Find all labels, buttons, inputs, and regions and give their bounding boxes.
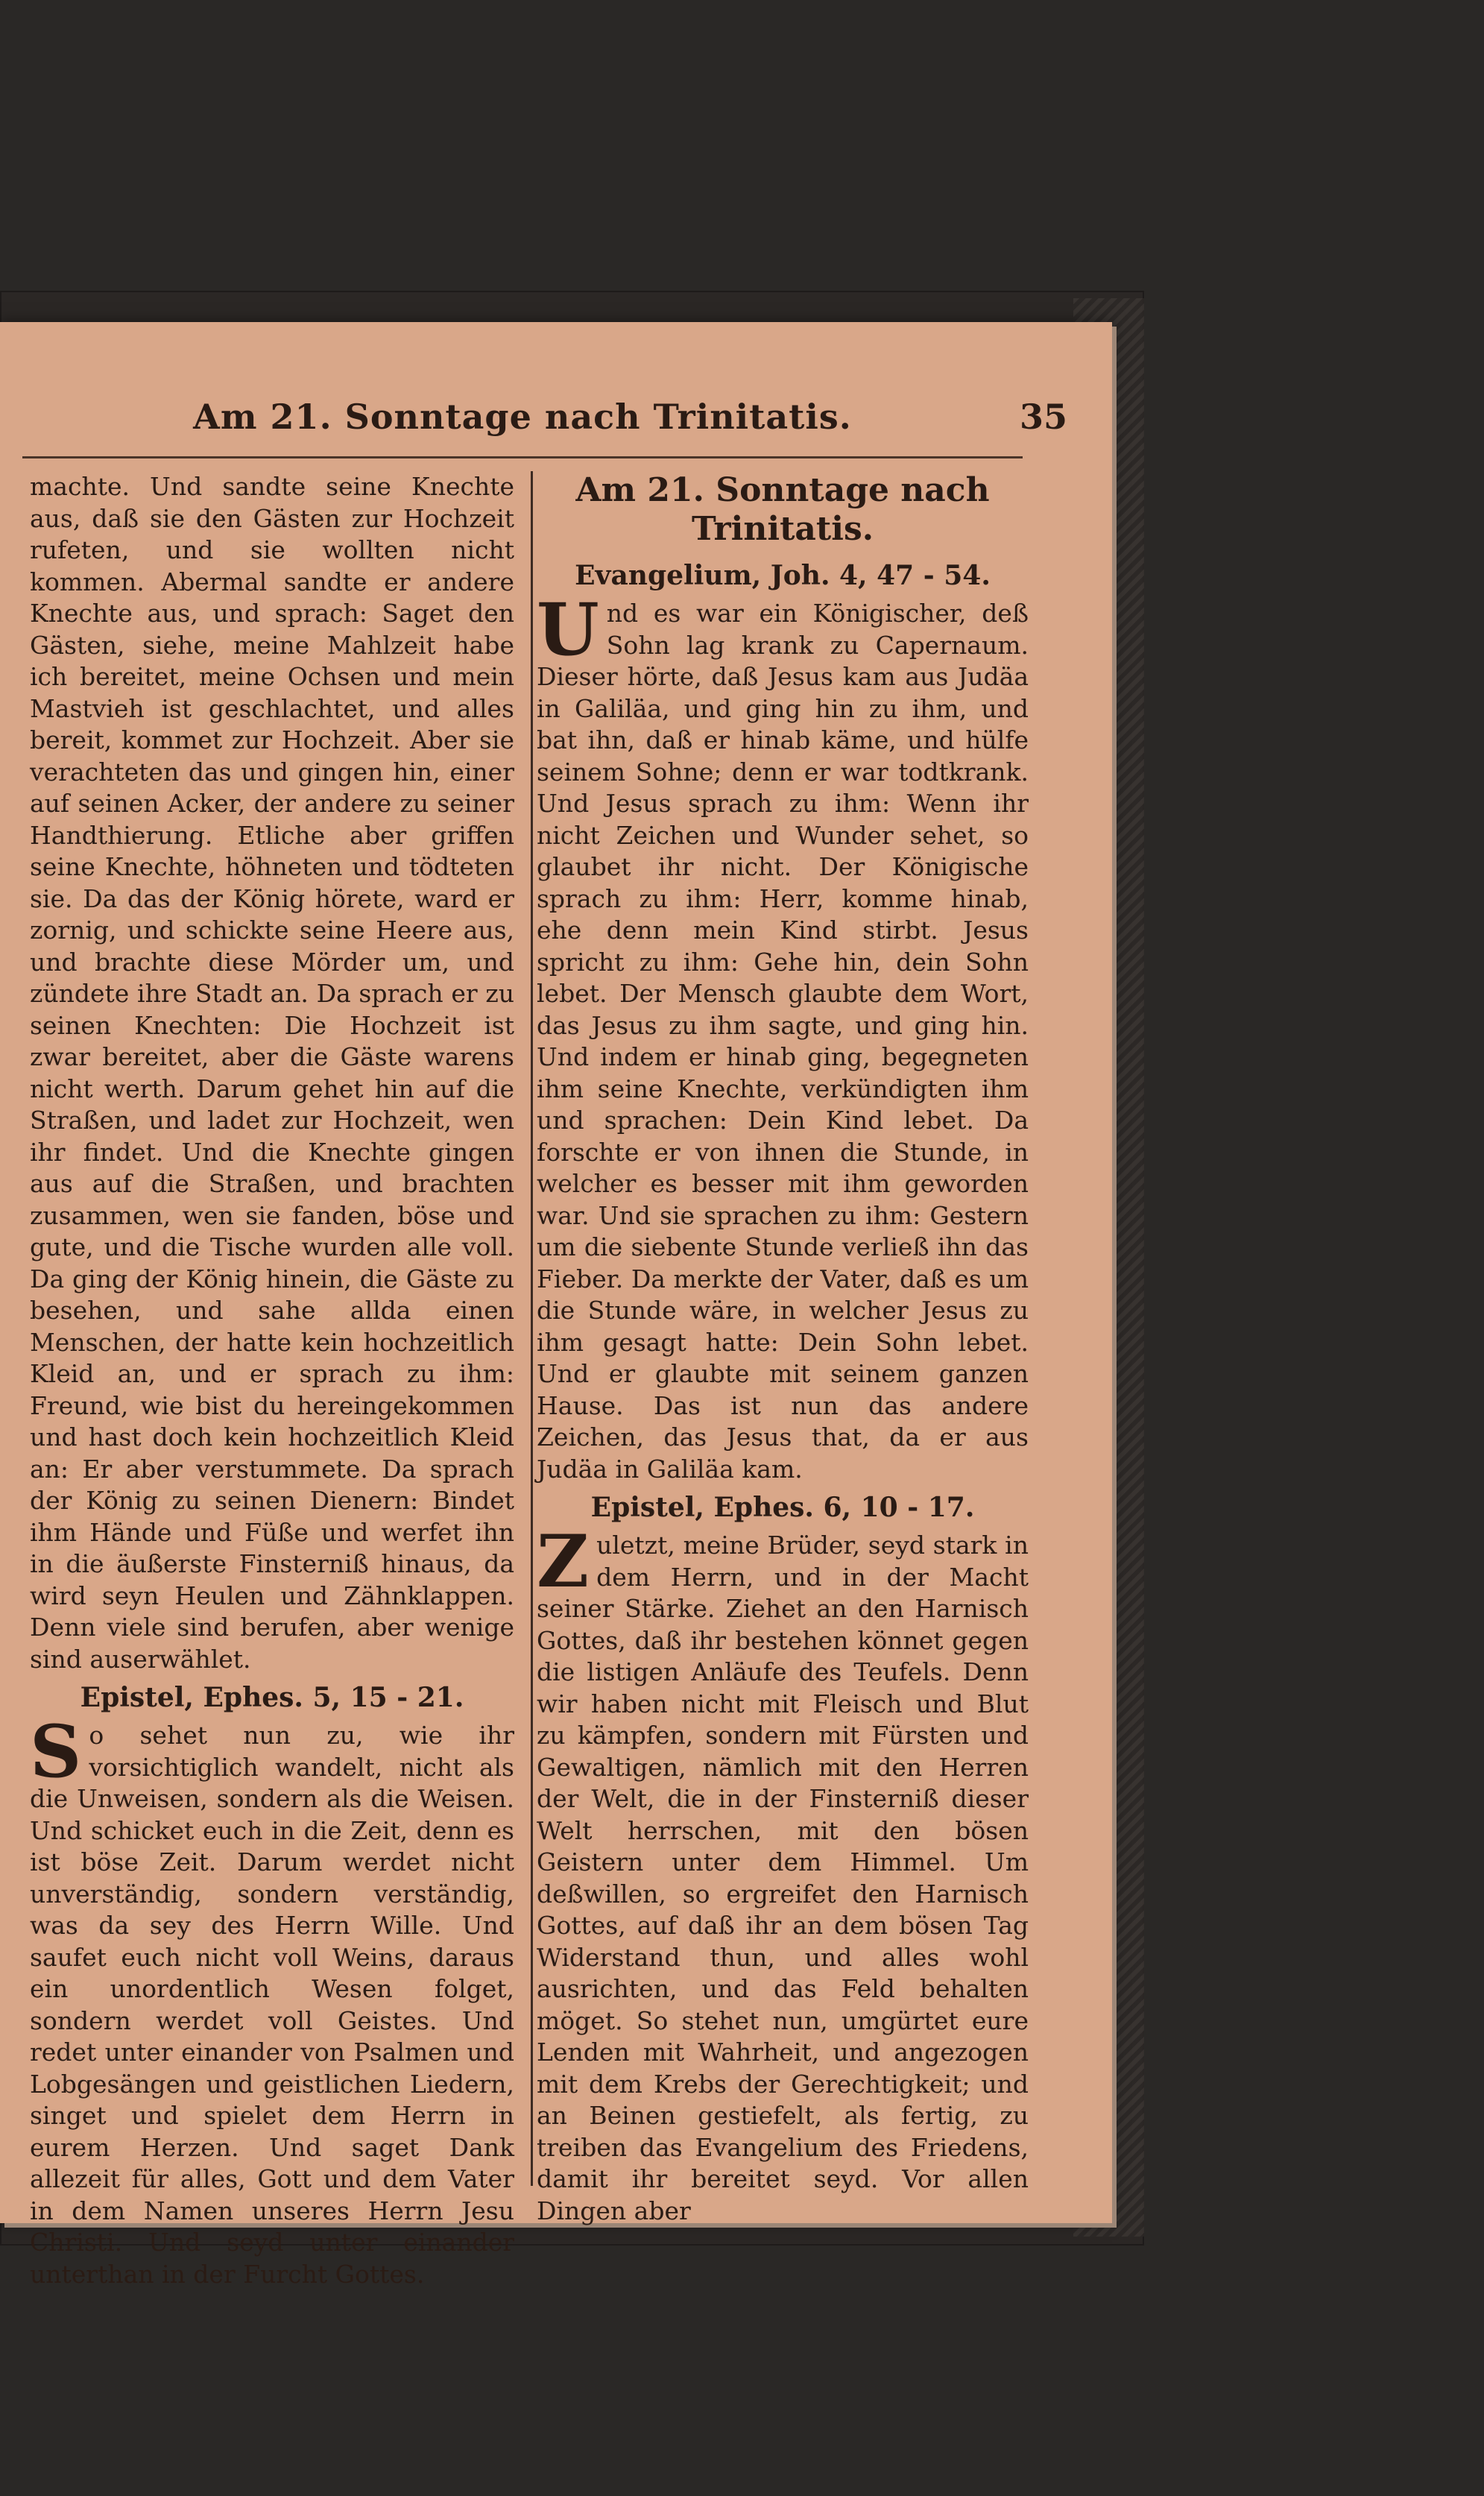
drop-initial: Z bbox=[537, 1519, 590, 1604]
gospel-paragraph bbox=[537, 587, 1029, 1485]
epistle-heading: Epistel, Ephes. 6, 10 - 17. bbox=[590, 1492, 975, 1523]
epistle-heading: Epistel, Ephes. 5, 15 - 21. bbox=[80, 1682, 464, 1713]
gospel-heading: Evangelium, Joh. 4, 47 - 54. bbox=[575, 560, 991, 591]
column-divider bbox=[531, 471, 533, 2186]
epistle-text: o sehet nun zu, wie ihr vorsichtiglich wandelt, nicht als die Unweisen, sondern als die Weisen. Und schicket euch in die Zeit, denn es ist böse Zeit. Darum werdet nicht unverständig, sondern verständig, was da sey des Herrn Wille. Und saufet euch nicht voll Weins, daraus ein unordentlich Wesen folget, sondern werdet voll Geistes. Und redet unter einander von Psalmen und Lobgesängen und geistlichen Liedern, singet und spielet dem Herrn in eurem Herzen. Und saget Dank allezeit für alles, Gott und dem Vater in dem Namen unseres Herrn Jesu Christi. Und seyd unter einander unterthan in der Furcht Gottes. bbox=[30, 1721, 514, 2289]
page-number: 35 bbox=[1019, 397, 1067, 437]
book-page bbox=[0, 322, 1112, 2289]
left-column bbox=[30, 471, 514, 2293]
epistle-paragraph bbox=[30, 1709, 514, 2290]
drop-initial: U bbox=[537, 587, 599, 672]
running-header bbox=[22, 397, 1067, 458]
page-content bbox=[0, 322, 1112, 2289]
gospel-continuation: machte. Und sandte seine Knechte aus, daß sie den Gästen zur Hochzeit rufeten, und sie wollten nicht kommen. Abermal sandte er andere Knechte aus, und sprach: Saget den Gästen, siehe, meine Mahlzeit habe ich bereitet, meine Ochsen und mein Mastvieh ist geschlachtet, und alles bereit, kommet zur Hochzeit. Aber sie verachteten das und gingen hin, einer auf seinen Acker, der andere zu seiner Handthierung. Etliche aber griffen seine Knechte, höhneten und tödteten sie. Da das der König hörete, ward er zornig, und schickte seine Heere aus, und brachte diese Mörder um, und zündete ihre Stadt an. Da sprach er zu seinen Knechten: Die Hochzeit ist zwar bereitet, aber die Gäste warens nicht werth. Darum gehet hin auf die Straßen, und ladet zur Hochzeit, wen ihr findet. Und die Knechte gingen aus auf die Straßen, und brachten zusammen, wen sie fanden, böse und gute, und die Tische wurden alle voll. Da ging der König hinein, die Gäste zu besehen, und sahe allda einen Menschen, der hatte kein hochzeitlich Kleid an, und er sprach zu ihm: Freund, wie bist du hereingekommen und hast doch kein hochzeitlich Kleid an: Er aber verstummete. Da sprach der König zu seinen Dienern: Bindet ihm Hände und Füße und werfet ihn in die äußerste Finsterniß hinaus, da wird seyn Heulen und Zähnklappen. Denn viele sind berufen, aber wenige sind auserwählet. bbox=[30, 472, 514, 1674]
epistle-text: uletzt, meine Brüder, seyd stark in dem Herrn, und in der Macht seiner Stärke. Ziehet an den Harnisch Gottes, daß ihr bestehen könnet gegen die listigen Anläufe des Teufels. Denn wir haben nicht mit Fleisch und Blut zu kämpfen, sondern mit Fürsten und Gewaltigen, nämlich mit den Herren der Welt, die in der Finsterniß dieser Welt herrschen, mit den bösen Geistern unter dem Himmel. Um deßwillen, so ergreifet den Harnisch Gottes, auf daß ihr an dem bösen Tag Widerstand thun, und alles wohl ausrichten, und das Feld behalten möget. So stehet nun, umgürtet eure Lenden mit Wahrheit, und angezogen mit dem Krebs der Gerechtigkeit; und an Beinen gestiefelt, als fertig, zu treiben das Evangelium des Friedens, damit ihr bereitet seyd. Vor allen Dingen aber bbox=[537, 1531, 1029, 2225]
epistle-paragraph bbox=[537, 1519, 1029, 2227]
running-title: Am 21. Sonntage nach Trinitatis. bbox=[193, 397, 852, 437]
drop-initial: S bbox=[30, 1709, 82, 1794]
right-column bbox=[537, 471, 1029, 2230]
gospel-text: nd es war ein Königischer, deß Sohn lag krank zu Capernaum. Dieser hörte, daß Jesus kam aus Judäa in Galiläa, und ging hin zu ihm, und bat ihn, daß er hinab käme, und hülfe seinem Sohne; denn er war todtkrank. Und Jesus sprach zu ihm: Wenn ihr nicht Zeichen und Wunder sehet, so glaubet ihr nicht. Der Königische sprach zu ihm: Herr, komme hinab, ehe denn mein Kind stirbt. Jesus spricht zu ihm: Gehe hin, dein Sohn lebet. Der Mensch glaubte dem Wort, das Jesus zu ihm sagte, und ging hin. Und indem er hinab ging, begegneten ihm seine Knechte, verkündigten ihm und sprachen: Dein Kind lebet. Da forschte er von ihnen die Stunde, in welcher es besser mit ihm geworden war. Und sie sprachen zu ihm: Gestern um die siebente Stunde verließ ihn das Fieber. Da merkte der Vater, daß es um die Stunde wäre, in welcher Jesus zu ihm gesagt hatte: Dein Sohn lebet. Und er glaubte mit seinem ganzen Hause. Das ist nun das andere Zeichen, das Jesus that, da er aus Judäa in Galiläa kam. bbox=[537, 599, 1029, 1484]
section-title: Am 21. Sonntage nach Trinitatis. bbox=[575, 471, 990, 548]
